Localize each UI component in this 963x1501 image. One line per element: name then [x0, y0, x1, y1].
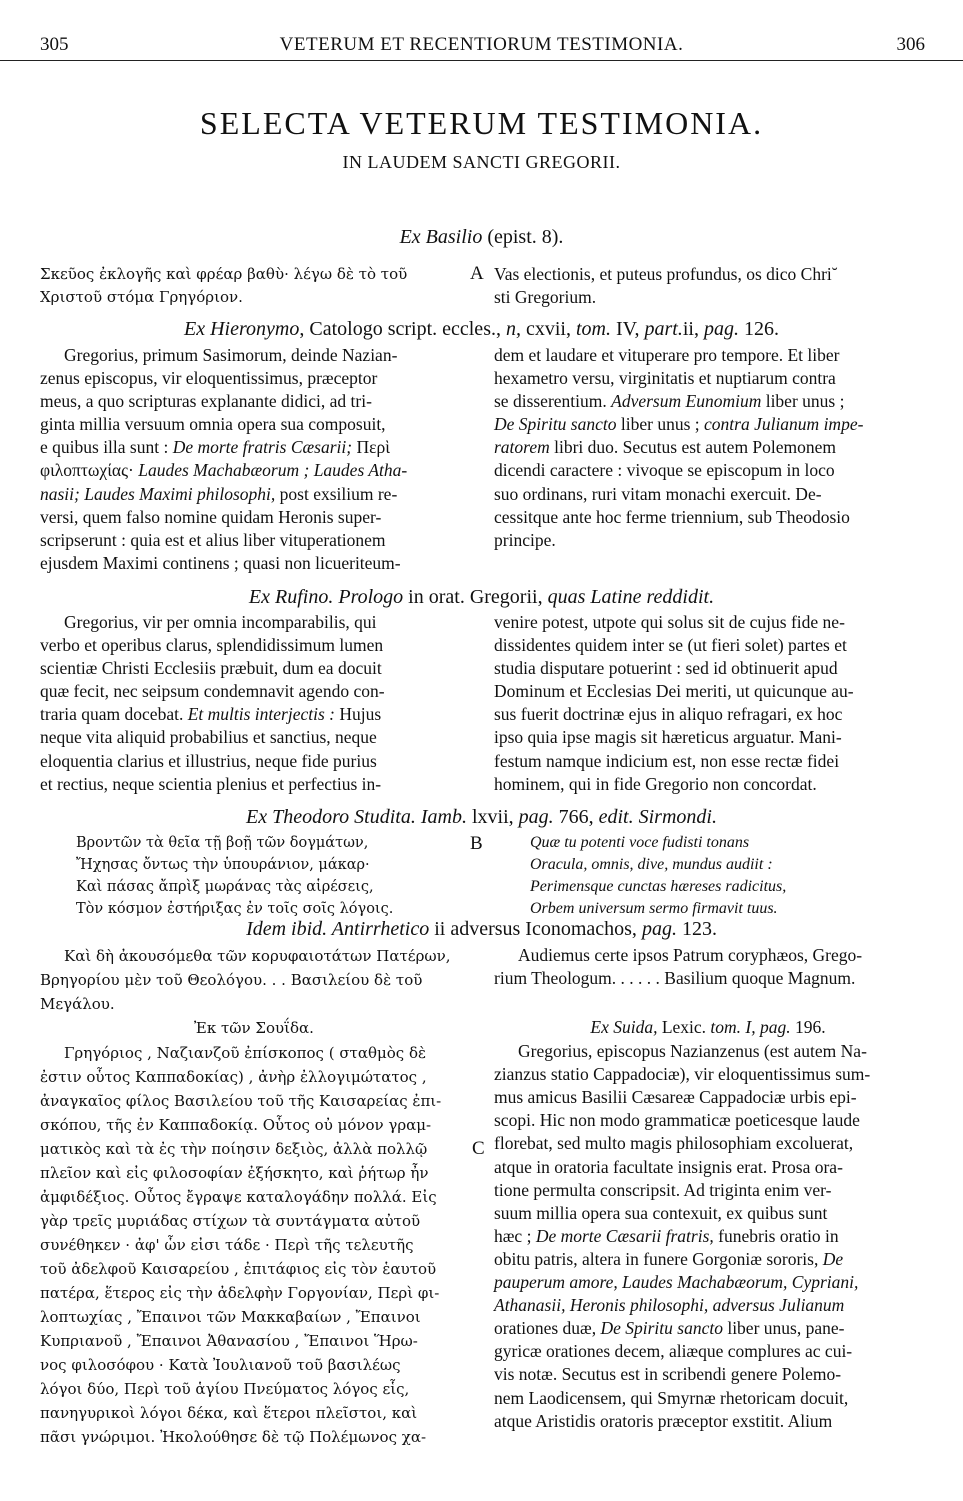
section-heading-rufinus: Ex Rufino. Prologo in orat. Gregorii, quas Latine reddidit. — [248, 586, 715, 608]
suidas-latin-column: Ex Suida, Lexic. tom. I, pag. 196. Gregorius, episcopus Nazianzenus (est autem Na- zianzus statio Cappadociæ), vir eloquentissimus sum- mus amicus Basilii Cæsareæ Cappadociæ urbis epi- scopi. Hic non modo grammaticæ poeticesque laude florebat, sed multo magis philosophiam excoluerat, atque in oratoria facultate insignis erat. Prosa ora- tione permulta conscripsit. Ad triginta enim ver- suum millia opera sua contexuit, ex quibus sunt hæc ; De morte Cæsarii fratris, funebris oratio in obitu patris, altera in funere Gorgoniæ sororis, De pauperum amore, Laudes Machabæorum, Cypriani, Athanasii, Heronis philosophi, adversus Julianum orationes duæ, De Spiritu sancto liber unus, pane- gyricæ orationes decem, aliæque complures ac cui- vis notæ. Secutus est in scribendi genere Polemo- nem Laodicensem, qui Smyrnæ rhetoricam docuit, atque Aristidis oratoris præceptor exstitit. Alium — [494, 1016, 922, 1433]
rufinus-left-column: Gregorius, vir per omnia incomparabilis, qui verbo et operibus clarus, splendidissimum lumen scientiæ Christi Ecclesiis præbuit, dum ea docuit quæ fecit, nec seipsum condemnavit agendo con- traria quam docebat. Et multis interjectis : Hujus neque vita aliquid probabilius et sanctius, neque eloquentia clarius et illustrius, neque fide purius et rectius, neque scientia plenius et perfectius in- — [40, 612, 385, 794]
section-heading-antirrhetico: Idem ibid. Antirrhetico ii adversus Iconomachos, pag. 123. — [246, 918, 717, 940]
jerome-right-column: dem et laudare et vituperare pro tempore. Et liber hexametro versu, virginitatis et nuptiarum contra se disserentium. Adversum Eunomium liber unus ; De Spiritu sancto liber unus ; contra Julianum impe- ratorem libri duo. Secutus est autem Polemonem dicendi caractere : vivoque se episcopum in loco suo ordinans, ruri vitam monachi exercuit. De- cessitque ante hoc ferme triennium, sub Theodosio principe. — [494, 345, 864, 550]
antirrhetico-latin-text: Audiemus certe ipsos Patrum coryphæos, Grego- rium Theologum. . . . . . Basilium quoque Magnum. — [494, 945, 863, 989]
margin-marker-c: C — [472, 1138, 485, 1159]
margin-marker-a: A — [470, 263, 484, 284]
page-subtitle: IN LAUDEM SANCTI GREGORII. — [342, 152, 621, 172]
basil-latin-text: Vas electionis, et puteus profundus, os dico Chri˘ sti Gregorium. — [494, 264, 838, 308]
section-heading-jerome: Ex Hieronymo, Catologo script. eccles., n, cxvii, tom. IV, part.ii, pag. 126. — [184, 318, 779, 340]
suidas-greek-column: Ἐκ τῶν Σουΐδα. Γρηγόριος , Ναζιανζοῦ ἐπίσκοπος ( σταθμὸς δὲ ἐστιν οὗτος Καππαδοκίας) , ἀνὴρ ἐλλογιμώτατος , ἀναγκαῖος φίλος Βασιλείου τοῦ τῆς Καισαρείας ἐπι- σκόπου, τῆς ἐν Καππαδοκίᾳ. Οὗτος οὐ μόνον γραμ- ματικὸς καὶ τὰ ἐς τὴν ποίησιν δεξιὸς, ἀλλὰ πολλῷ πλεῖον καὶ εἰς φιλοσοφίαν ἐξήσκητο, καὶ ῥήτωρ ἦν ἀμφιδέξιος. Οὗτος ἔγραψε καταλογάδην πολλά. Εἰς γὰρ τρεῖς μυριάδας στίχων τὰ συντάγματα αὐτοῦ συνέθηκεν · ἀφ' ὧν εἰσι τάδε · Περὶ τῆς τελευτῆς τοῦ ἀδελφοῦ Καισαρείου , ἐπιτάφιος εἰς τὸν ἑαυτοῦ πατέρα, ἕτερος εἰς τὴν ἀδελφὴν Γοργονίαν, Περὶ φι- λοπτωχίας , Ἔπαινοι τῶν Μακκαβαίων , Ἔπαινοι Κυπριανοῦ , Ἔπαινοι Ἀθανασίου , Ἔπαινοι Ἥρω- νος φιλοσόφου · Κατὰ Ἰουλιανοῦ τοῦ βασιλέως λόγοι δύο, Περὶ τοῦ ἁγίου Πνεύματος λόγος εἷς, πανηγυρικοὶ λόγοι δέκα, καὶ ἕτεροι πλεῖστοι, καὶ πᾶσι γνώριμοι. Ἠκολούθησε δὲ τῷ Πολέμωνος χα- — [40, 1016, 468, 1449]
rufinus-right-column: venire potest, utpote qui solus sit de cujus fide ne- dissidentes quidem inter se (ut fieri solet) partes et studia disputare potuerint : sed id obtinuerit apud Dominum et Ecclesias Dei meriti, ut quicunque au- sus fuerit doctrinæ ejus in aliquo refragari, ex hoc ipso quia ipse magis sit hæreticus arguatur. Mani- festum namque indicium est, non esse rectæ fidei hominem, qui in fide Gregorio non concordat. — [494, 612, 854, 794]
page-number-left: 305 — [40, 34, 69, 55]
theodore-greek-verse: Βροντῶν τὰ θεῖα τῇ βοῇ τῶν δογμάτων, Ἤχησας ὄντως τὴν ὑπουράνιον, μάκαρ· Καὶ πάσας ἄπρὶξ μωράνας τὰς αἱρέσεις, Τὸν κόσμον ἐστήριξας ἐν τοῖς σοῖς λόγοις. — [76, 835, 394, 917]
basil-greek-text: Σκεῦος ἐκλογῆς καὶ φρέαρ βαθὺ· λέγω δὲ τὸ τοῦ Χριστοῦ στόμα Γρηγόριον. — [40, 265, 408, 307]
margin-marker-b: B — [470, 833, 483, 854]
section-heading-theodore: Ex Theodoro Studita. Iamb. lxvii, pag. 766, edit. Sirmondi. — [246, 806, 717, 828]
page-number-right: 306 — [896, 34, 925, 55]
suidas-greek-heading: Ἐκ τῶν Σουΐδα. — [194, 1019, 314, 1037]
jerome-left-column: Gregorius, primum Sasimorum, deinde Nazian- zenus episcopus, vir eloquentissimus, præceptor meus, a quo scripturas explanante didici, ad tri- ginta millia versuum omnia opera sua composuit, e quibus illa sunt : De morte fratris Cæsarii; Περὶ φιλοπτωχίας· Laudes Machabæorum ; Laudes Atha- nasii; Laudes Maximi philosophi, post exsilium re- versi, quem falso nomine quidam Heronis super- scripserunt : quia est et alius liber vituperationem ejusdem Maximi continens ; quasi non licueriteum- — [40, 345, 408, 573]
antirrhetico-greek-text: Καὶ δὴ ἀκουσόμεθα τῶν κορυφαιοτάτων Πατέρων, Βρηγορίου μὲν τοῦ Θεολόγου. . . Βασιλείου δὲ τοῦ Μεγάλου. — [40, 947, 451, 1013]
theodore-latin-verse: Quæ tu potenti voce fudisti tonans Oracula, omnis, dive, mundus audiit : Perimensque cunctas hæreses radicitus, Orbem universum sermo firmavit tuus. — [530, 834, 787, 917]
running-head — [0, 26, 963, 61]
section-heading-basil: Ex Basilio (epist. 8). — [399, 226, 564, 248]
suidas-latin-heading: Ex Suida, Lexic. tom. I, pag. 196. — [590, 1017, 826, 1037]
running-head-title: VETERUM ET RECENTIORUM TESTIMONIA. — [279, 34, 684, 55]
page-title: SELECTA VETERUM TESTIMONIA. — [199, 105, 764, 141]
